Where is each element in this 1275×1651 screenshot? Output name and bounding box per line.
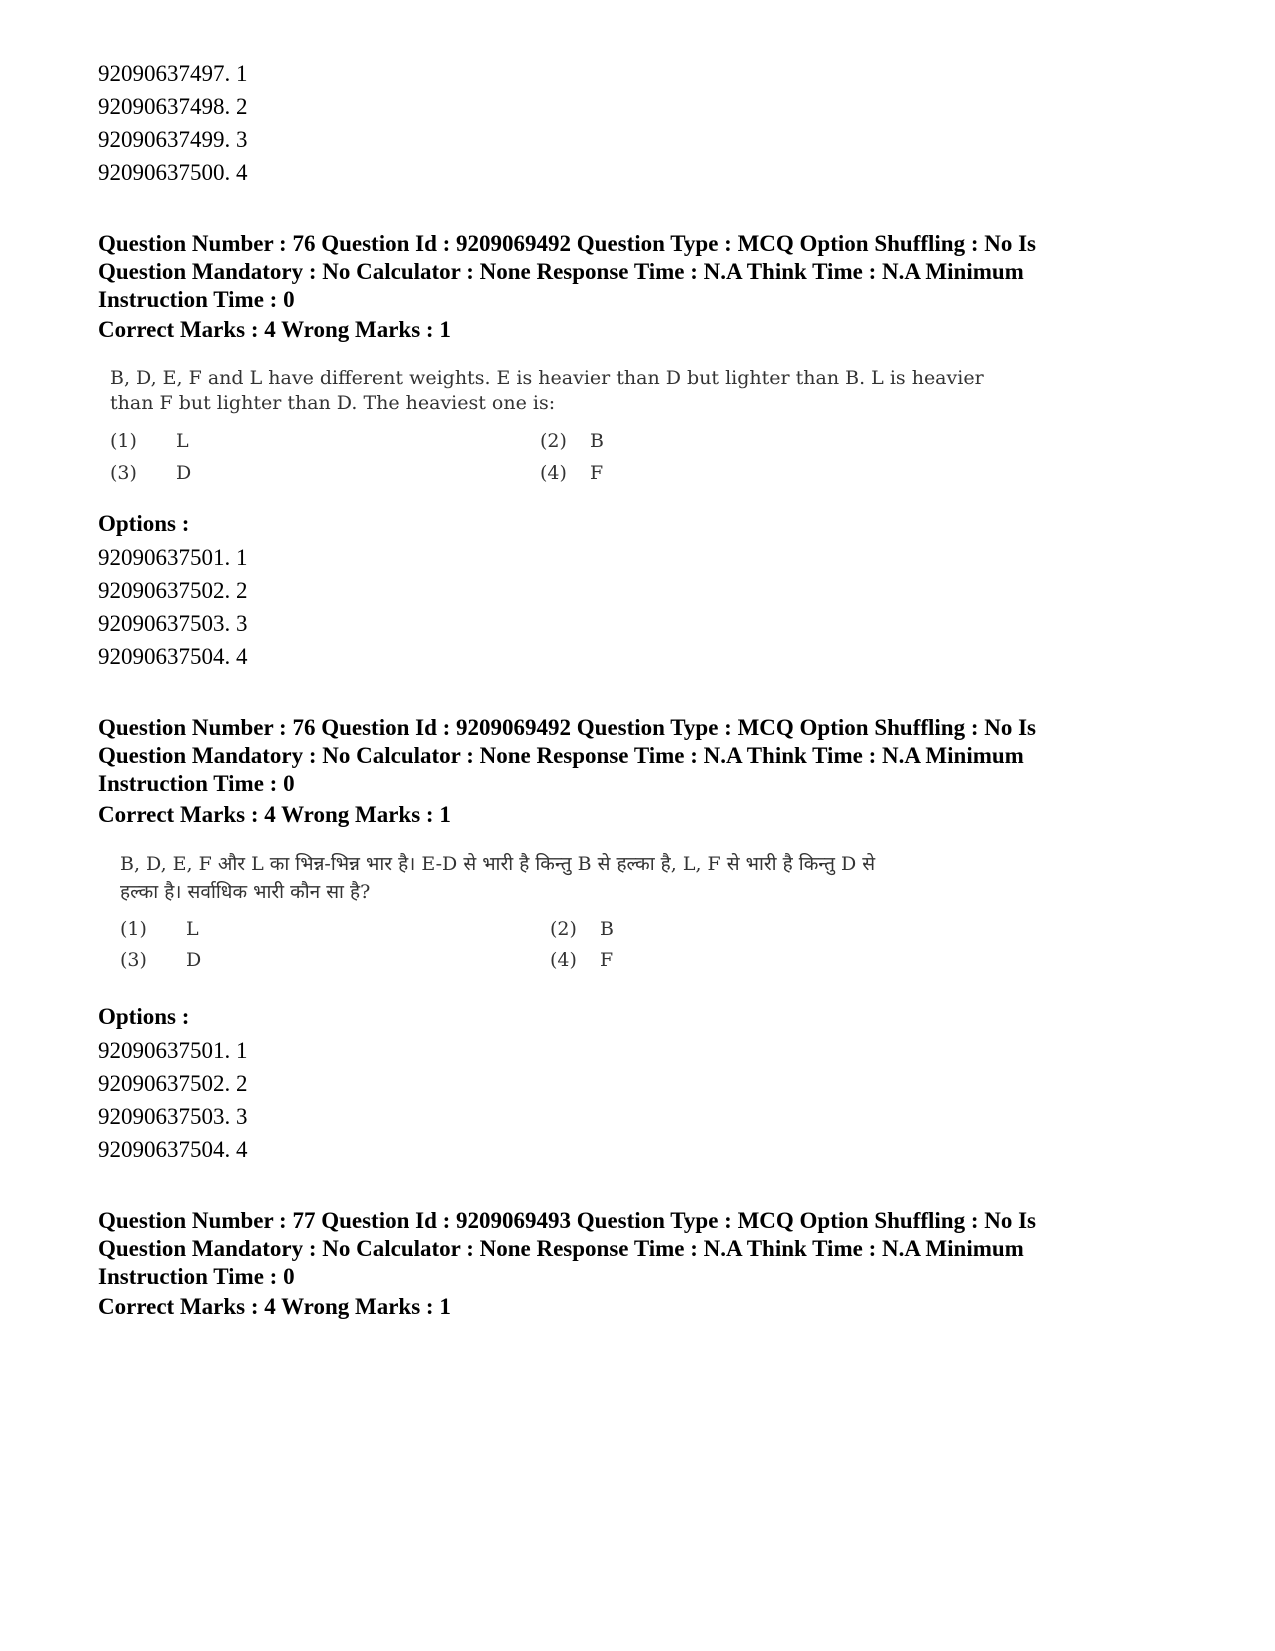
choice-text: F (590, 462, 604, 484)
choice-2 (540, 430, 604, 452)
choice-number: (1) (120, 918, 147, 940)
question-header (98, 1207, 1188, 1291)
question-text: B, D, E, F and L have different weights. E is heavier than D but lighter than B. L is heavier (110, 367, 984, 389)
option-line: 92090637501. 1 (98, 1038, 248, 1063)
choice-number: (3) (120, 949, 147, 971)
options-label: Options : (98, 511, 190, 536)
question-text: हल्का है। सर्वाधिक भारी कौन सा है? (120, 881, 371, 903)
choice-4 (550, 949, 613, 971)
choice-2 (550, 918, 614, 940)
question-header-line: Question Mandatory : No Calculator : None Response Time : N.A Think Time : N.A Minimum (98, 1236, 1024, 1261)
choice-1 (120, 918, 199, 940)
choice-number: (3) (110, 462, 137, 484)
choice-3 (120, 949, 201, 971)
option-line: 92090637503. 3 (98, 1104, 248, 1129)
question-header-line: Question Number : 76 Question Id : 9209069492 Question Type : MCQ Option Shuffling : No Is (98, 715, 1037, 740)
option-line: 92090637503. 3 (98, 611, 248, 636)
choice-text: B (590, 430, 604, 452)
question-image (120, 852, 1020, 992)
option-line: 92090637498. 2 (98, 94, 248, 119)
question-header-line: Question Mandatory : No Calculator : None Response Time : N.A Think Time : N.A Minimum (98, 743, 1024, 768)
option-line: 92090637502. 2 (98, 578, 248, 603)
question-header (98, 230, 1188, 314)
question-text: B, D, E, F और L का भिन्न-भिन्न भार है। E-D से भारी है किन्तु B से हल्का है, L, F से भारी है किन्तु D से (120, 853, 876, 875)
choice-text: L (176, 430, 189, 452)
marks-line: Correct Marks : 4 Wrong Marks : 1 (98, 802, 451, 827)
choice-number: (1) (110, 430, 137, 452)
option-line: 92090637500. 4 (98, 160, 248, 185)
choice-number: (4) (540, 462, 567, 484)
choice-3 (110, 462, 191, 484)
question-header-line: Instruction Time : 0 (98, 1264, 295, 1289)
marks-line: Correct Marks : 4 Wrong Marks : 1 (98, 317, 451, 342)
question-header-line: Instruction Time : 0 (98, 771, 295, 796)
choice-text: D (176, 462, 192, 484)
option-line: 92090637499. 3 (98, 127, 248, 152)
option-line: 92090637502. 2 (98, 1071, 248, 1096)
option-line: 92090637504. 4 (98, 644, 248, 669)
question-header-line: Instruction Time : 0 (98, 287, 295, 312)
question-header-line: Question Number : 77 Question Id : 9209069493 Question Type : MCQ Option Shuffling : No Is (98, 1208, 1037, 1233)
choice-1 (110, 430, 189, 452)
option-line: 92090637497. 1 (98, 61, 248, 86)
question-image (110, 366, 1010, 506)
choice-text: D (186, 949, 202, 971)
choice-4 (540, 462, 603, 484)
choice-text: L (186, 918, 199, 940)
choice-number: (4) (550, 949, 577, 971)
question-header (98, 714, 1188, 798)
question-header-line: Question Mandatory : No Calculator : None Response Time : N.A Think Time : N.A Minimum (98, 259, 1024, 284)
choice-number: (2) (550, 918, 577, 940)
choice-text: F (600, 949, 614, 971)
choice-text: B (600, 918, 614, 940)
option-line: 92090637501. 1 (98, 545, 248, 570)
choice-number: (2) (540, 430, 567, 452)
question-text: than F but lighter than D. The heaviest one is: (110, 392, 556, 414)
options-label: Options : (98, 1004, 190, 1029)
marks-line: Correct Marks : 4 Wrong Marks : 1 (98, 1294, 451, 1319)
option-line: 92090637504. 4 (98, 1137, 248, 1162)
question-header-line: Question Number : 76 Question Id : 9209069492 Question Type : MCQ Option Shuffling : No Is (98, 231, 1037, 256)
